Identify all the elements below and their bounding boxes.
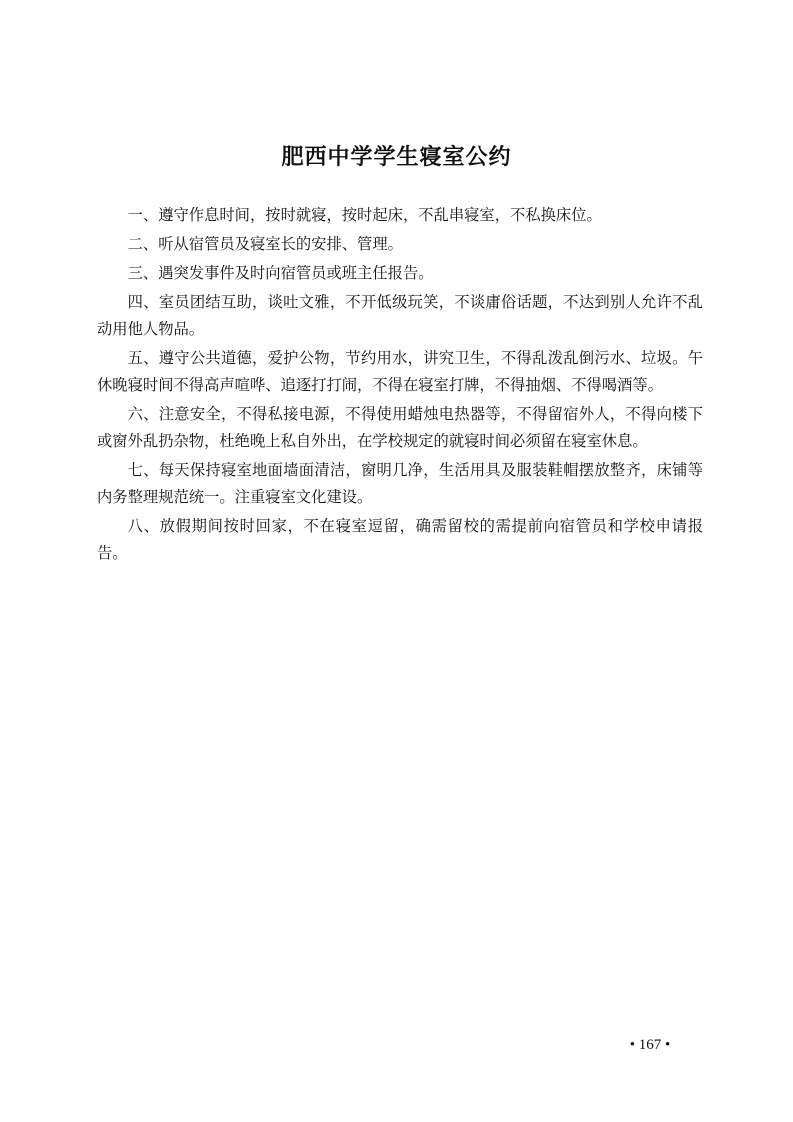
paragraph-6: 六、注意安全，不得私接电源，不得使用蜡烛电热器等，不得留宿外人，不得向楼下或窗外乱扔杂物，杜绝晚上私自外出，在学校规定的就寝时间必须留在寝室休息。 — [97, 405, 703, 450]
page-number: • 167 • — [629, 1037, 671, 1053]
paragraph-8: 八、放假期间按时回家，不在寝室逗留，确需留校的需提前向宿管员和学校申请报告。 — [97, 517, 703, 562]
paragraph-2: 二、听从宿管员及寝室长的安排、管理。 — [127, 235, 403, 253]
paragraph-3: 三、遇突发事件及时向宿管员或班主任报告。 — [127, 264, 434, 282]
paragraph-1: 一、遵守作息时间，按时就寝，按时起床，不乱串寝室，不私换床位。 — [127, 206, 602, 224]
paragraph-7: 七、每天保持寝室地面墙面清洁，窗明几净，生活用具及服装鞋帽摆放整齐，床铺等内务整理规范统一。注重寝室文化建设。 — [97, 461, 703, 506]
paragraph-4: 四、室员团结互助，谈吐文雅，不开低级玩笑，不谈庸俗话题，不达到别人允许不乱动用他人物品。 — [97, 293, 703, 338]
document-title: 肥西中学学生寝室公约 — [281, 145, 512, 170]
paragraph-5: 五、遵守公共道德，爱护公物，节约用水，讲究卫生，不得乱泼乱倒污水、垃圾。午休晚寝时间不得高声喧哗、追逐打打闹，不得在寝室打牌，不得抽烟、不得喝酒等。 — [97, 349, 703, 394]
document-body — [97, 202, 703, 569]
